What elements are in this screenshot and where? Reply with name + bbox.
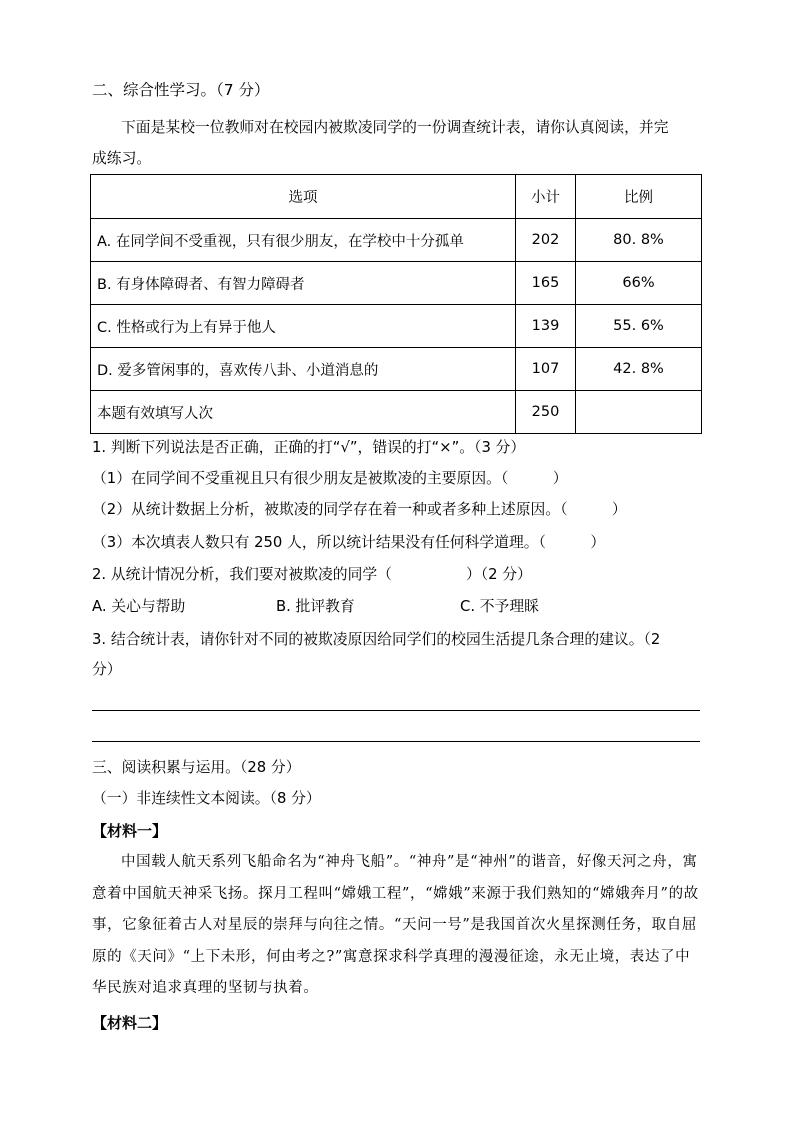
q3-stem-line1: 3. 结合统计表，请你针对不同的被欺凌原因给同学们的校园生活提几条合理的建议。（2 [92, 631, 661, 648]
cell-ratio [576, 391, 702, 434]
answer-line[interactable] [92, 741, 700, 742]
cell-subtotal: 107 [516, 348, 576, 391]
cell-subtotal: 139 [516, 305, 576, 348]
q3-stem-line2: 分） [92, 661, 122, 678]
table-header-row [91, 175, 702, 219]
cell-ratio: 42. 8% [576, 348, 702, 391]
q1-stem: 1. 判断下列说法是否正确，正确的打“√”，错误的打“×”。（3 分） [92, 439, 526, 456]
q1-item2: （2）从统计数据上分析，被欺凌的同学存在着一种或者多种上述原因。（ ） [92, 501, 627, 518]
cell-subtotal: 202 [516, 219, 576, 262]
section2-intro-line1: 下面是某校一位教师对在校园内被欺凌同学的一份调查统计表，请你认真阅读，并完 [121, 119, 669, 136]
header-option: 选项 [91, 175, 516, 219]
cell-subtotal: 165 [516, 262, 576, 305]
survey-table [90, 174, 702, 434]
cell-option: D. 爱多管闲事的，喜欢传八卦、小道消息的 [91, 348, 516, 391]
material2-title: 【材料二】 [92, 1014, 168, 1032]
section2-heading: 二、综合性学习。（7 分） [92, 81, 270, 99]
material1-text-block [92, 847, 704, 1005]
header-subtotal: 小计 [516, 175, 576, 219]
q1-item3: （3）本次填表人数只有 250 人，所以统计结果没有任何科学道理。（ ） [92, 534, 606, 551]
material1-title: 【材料一】 [92, 822, 168, 840]
q2-option-b: B. 批评教育 [276, 598, 355, 615]
cell-option: 本题有效填写人次 [91, 391, 516, 434]
section3-sub-heading: （一）非连续性文本阅读。（8 分） [92, 790, 321, 807]
section2-intro-line2: 成练习。 [92, 150, 152, 167]
q2-stem: 2. 从统计情况分析，我们要对被欺凌的同学（ ）（2 分） [92, 566, 532, 583]
cell-option: B. 有身体障碍者、有智力障碍者 [91, 262, 516, 305]
cell-ratio: 55. 6% [576, 305, 702, 348]
section3-heading: 三、阅读积累与运用。（28 分） [92, 759, 301, 776]
table-row [91, 219, 702, 262]
q2-option-a: A. 关心与帮助 [92, 598, 186, 615]
cell-subtotal: 250 [516, 391, 576, 434]
answer-line[interactable] [92, 710, 700, 711]
material1-text: 中国载人航天系列飞船命名为“神舟飞船”。“神舟”是“神州”的谐音，好像天河之舟，寓意着中国航天神采飞扬。探月工程叫“嫦娥工程”，“嫦娥”来源于我们熟知的“嫦娥奔月”的故事，它象征着古人对星辰的崇拜与向往之情。“天问一号”是我国首次火星探测任务，取自屈原的《天问》“上下未形，何由考之?”寓意探求科学真理的漫漫征途，永无止境，表达了中华民族对追求真理的坚韧与执着。 [92, 854, 699, 996]
q1-item1: （1）在同学间不受重视且只有很少朋友是被欺凌的主要原因。（ ） [92, 470, 568, 487]
cell-option: C. 性格或行为上有异于他人 [91, 305, 516, 348]
q2-option-c: C. 不予理睬 [460, 598, 539, 615]
cell-ratio: 80. 8% [576, 219, 702, 262]
header-ratio: 比例 [576, 175, 702, 219]
cell-ratio: 66% [576, 262, 702, 305]
table-row [91, 391, 702, 434]
table-row [91, 262, 702, 305]
cell-option: A. 在同学间不受重视，只有很少朋友，在学校中十分孤单 [91, 219, 516, 262]
table-row [91, 305, 702, 348]
table-row [91, 348, 702, 391]
